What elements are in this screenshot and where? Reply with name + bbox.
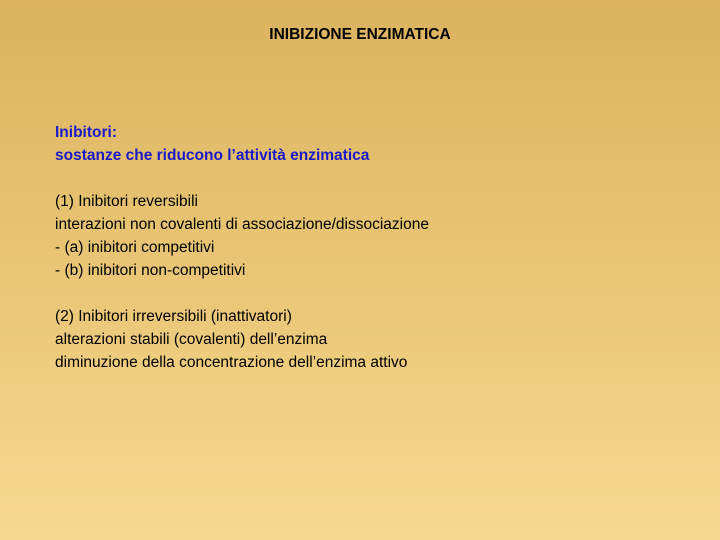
definition-heading: Inibitori: xyxy=(55,124,117,141)
section-heading: (1) Inibitori reversibili xyxy=(55,193,198,210)
reversible-inhibitors-block xyxy=(55,190,429,282)
irreversible-inhibitors-block xyxy=(55,305,429,374)
slide-content xyxy=(55,121,429,374)
definition-block xyxy=(55,121,429,167)
slide-title: INIBIZIONE ENZIMATICA xyxy=(269,26,451,43)
section-line: - (a) inibitori competitivi xyxy=(55,239,215,256)
section-line: diminuzione della concentrazione dell’enzima attivo xyxy=(55,354,408,371)
section-line: - (b) inibitori non-competitivi xyxy=(55,262,246,279)
section-line: interazioni non covalenti di associazione/dissociazione xyxy=(55,216,429,233)
definition-text: sostanze che riducono l’attività enzimatica xyxy=(55,147,370,164)
section-line: alterazioni stabili (covalenti) dell’enzima xyxy=(55,331,328,348)
section-heading: (2) Inibitori irreversibili (inattivatori) xyxy=(55,308,292,325)
